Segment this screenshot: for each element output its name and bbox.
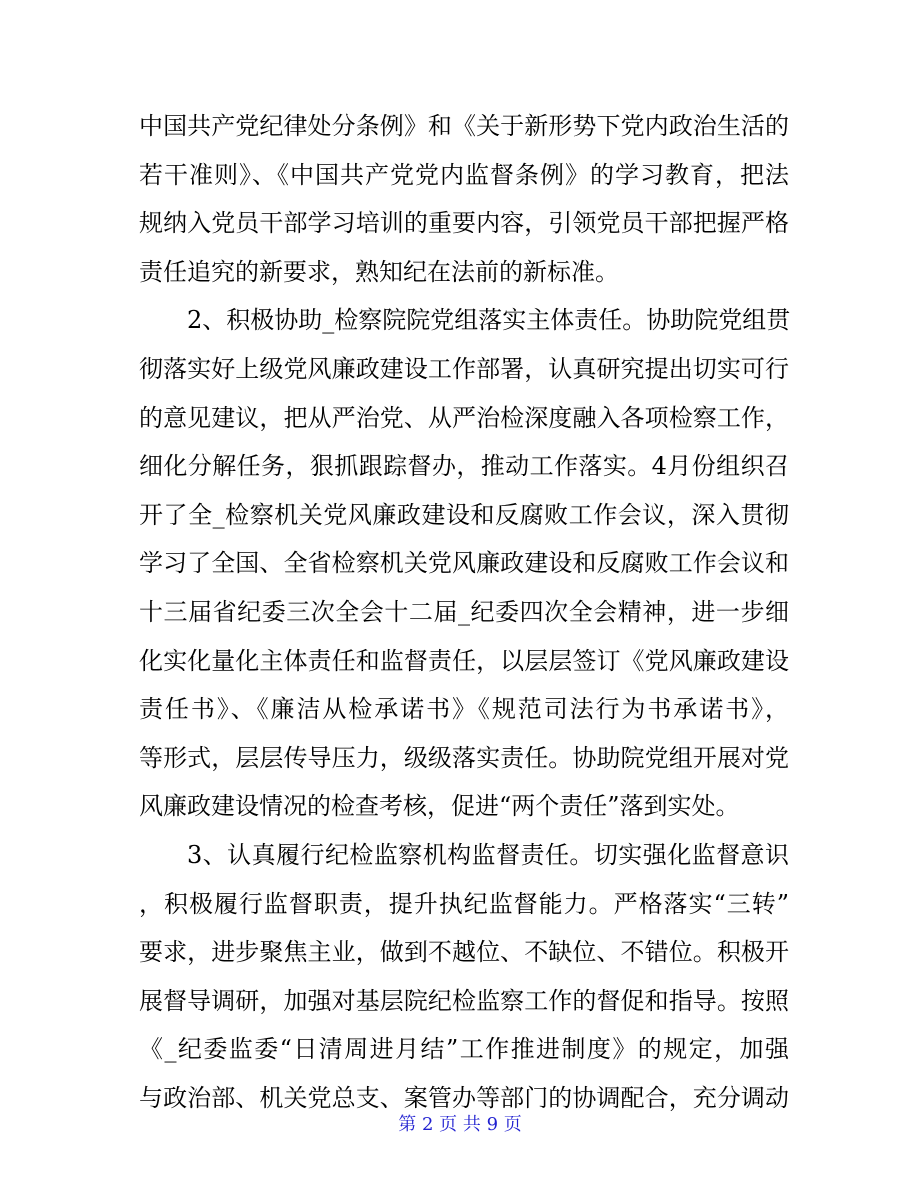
body-line: 2、积极协助_检察院院党组落实主体责任。协助院党组贯 (187, 306, 791, 335)
body-line: 等形式，层层传导压力，级级落实责任。协助院党组开展对党 (139, 743, 789, 772)
body-line: 开了全_检察机关党风廉政建设和反腐败工作会议，深入贯彻 (139, 500, 789, 529)
page-number-footer: 第 2 页 共 9 页 (398, 1114, 522, 1135)
body-line: 十三届省纪委三次全会十二届_纪委四次全会精神，进一步细 (139, 597, 789, 626)
body-line: 学习了全国、全省检察机关党风廉政建设和反腐败工作会议和 (139, 549, 789, 578)
body-line: 中国共产党纪律处分条例》和《关于新形势下党内政治生活的 (139, 112, 789, 140)
body-line: 责任追究的新要求，熟知纪在法前的新标准。 (139, 257, 619, 286)
body-line: 的意见建议，把从严治党、从严治检深度融入各项检察工作， (139, 403, 789, 432)
body-line: 彻落实好上级党风廉政建设工作部署，认真研究提出切实可行 (139, 354, 789, 383)
body-line: 要求，进步聚焦主业，做到不越位、不缺位、不错位。积极开 (139, 938, 789, 967)
document-body (139, 102, 789, 1122)
body-line: 《_纪委监委“日清周进月结”工作推进制度》的规定，加强 (139, 1035, 789, 1064)
body-line: 若干准则》、《中国共产党党内监督条例》的学习教育，把法 (139, 160, 789, 189)
body-line: 化实化量化主体责任和监督责任，以层层签订《党风廉政建设 (139, 646, 789, 675)
body-line: 风廉政建设情况的检查考核，促进“两个责任”落到实处。 (139, 792, 740, 821)
body-line: 责任书》、《廉洁从检承诺书》《规范司法行为书承诺书》， (139, 695, 789, 724)
body-line: 展督导调研，加强对基层院纪检监察工作的督促和指导。按照 (139, 986, 789, 1015)
body-line: 细化分解任务，狠抓跟踪督办，推动工作落实。4月份组织召 (139, 452, 789, 481)
body-line: 与政治部、机关党总支、案管办等部门的协调配合，充分调动 (139, 1083, 789, 1112)
body-line: 规纳入党员干部学习培训的重要内容，引领党员干部把握严格 (139, 209, 789, 238)
body-line: 3、认真履行纪检监察机构监督责任。切实强化监督意识 (187, 840, 789, 869)
body-line: ，积极履行监督职责，提升执纪监督能力。严格落实“三转” (139, 889, 789, 918)
